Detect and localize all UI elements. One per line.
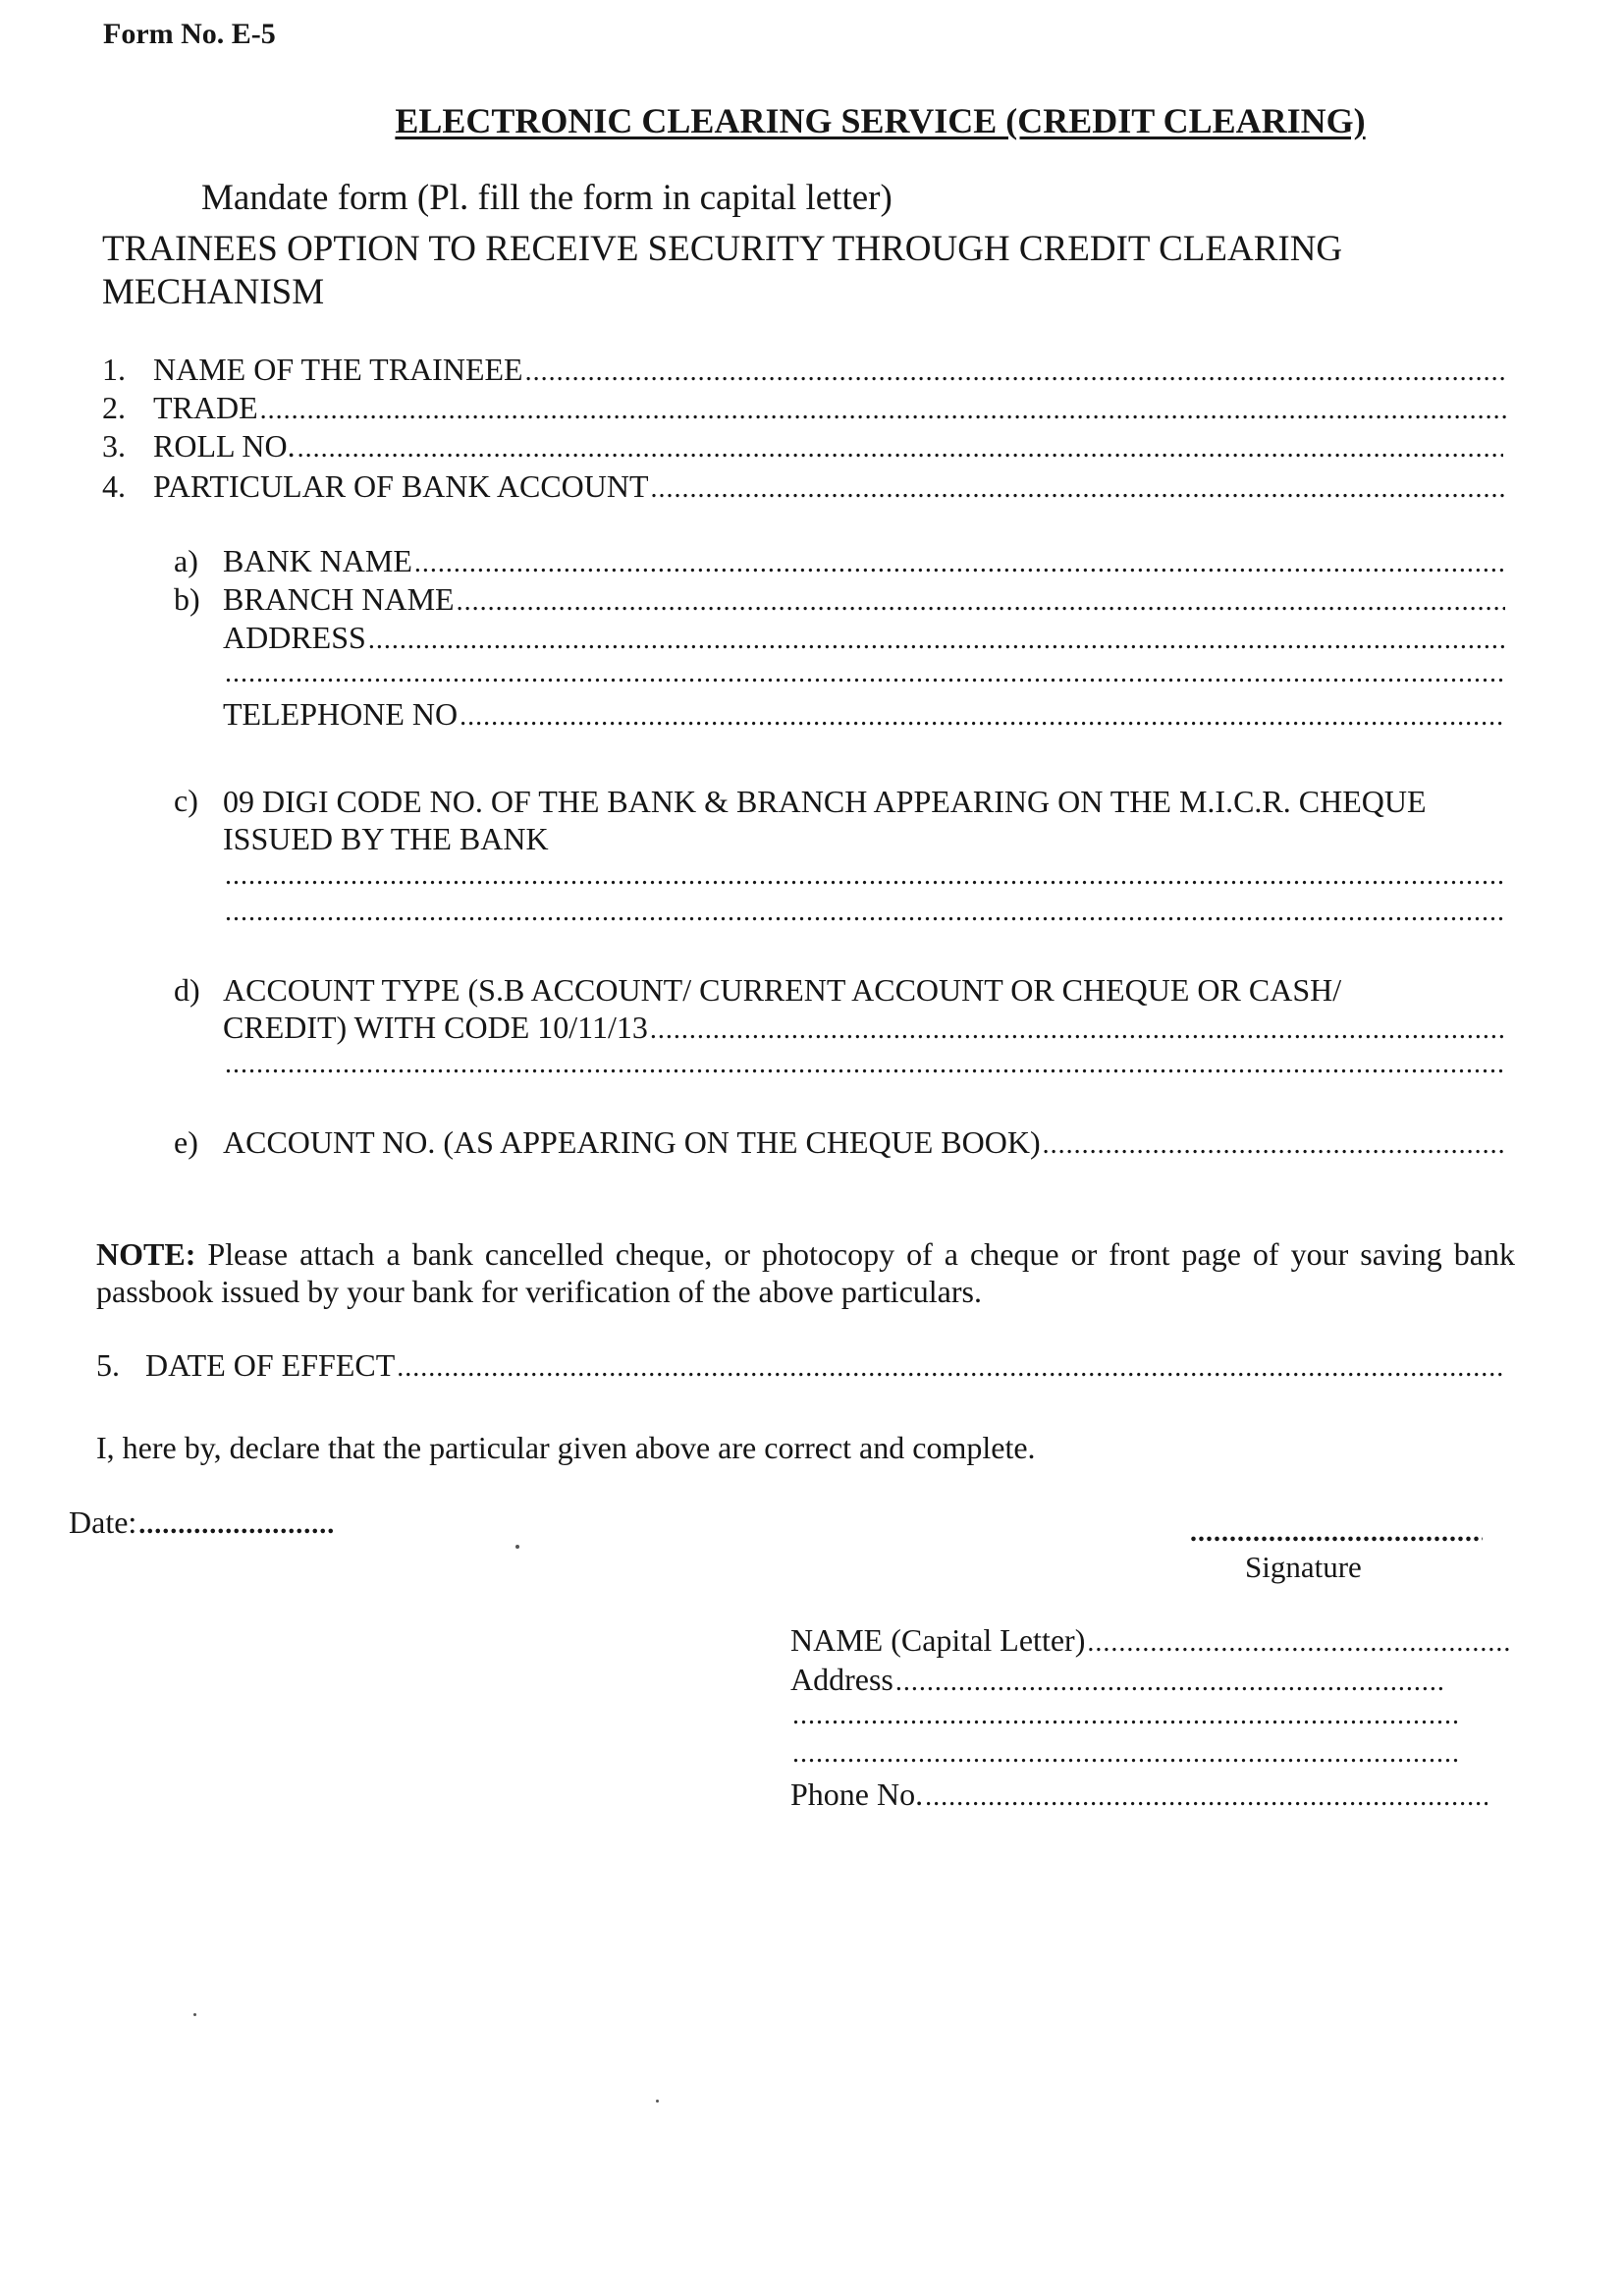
form-title-text: ELECTRONIC CLEARING SERVICE (CREDIT CLEARING) [395,101,1366,140]
field-address[interactable] [223,620,1505,656]
field-address-line-2[interactable] [223,658,1505,689]
field-label: ACCOUNT NO. (AS APPEARING ON THE CHEQUE BOOK) [223,1124,1041,1160]
fill-line[interactable] [414,548,1505,579]
fill-line[interactable] [525,356,1506,388]
field-date[interactable] [69,1504,334,1541]
item-number: 2. [102,390,126,425]
field-footer-address[interactable] [790,1662,1444,1698]
fill-line[interactable] [460,701,1505,733]
fill-line[interactable] [298,433,1503,465]
sub-item-marker: e) [174,1124,198,1160]
fill-line[interactable] [260,395,1508,426]
field-label: BRANCH NAME [223,581,455,617]
fill-line[interactable] [792,1700,1461,1731]
fill-line[interactable] [925,1781,1488,1813]
scan-speck [515,1545,519,1549]
micr-code-label: 09 DIGI CODE NO. OF THE BANK & BRANCH APPEARING ON THE M.I.C.R. CHEQUE ISSUED BY THE BANK [223,784,1427,856]
field-label: CREDIT) WITH CODE 10/11/13 [223,1010,648,1045]
fill-line[interactable] [1043,1129,1505,1161]
field-micr-code-line-1[interactable] [223,860,1505,892]
sub-item-marker: a) [174,543,198,578]
scan-speck [656,2100,659,2103]
field-label: ROLL NO. [153,428,296,464]
sub-item-marker: b) [174,581,200,617]
form-headline: TRAINEES OPTION TO RECEIVE SECURITY THROUGH CREDIT CLEARING MECHANISM [102,229,1343,312]
sub-item-marker: c) [174,783,198,818]
signature-label: Signature [1245,1550,1362,1584]
fill-line[interactable] [225,658,1505,689]
signature-line[interactable] [1190,1517,1483,1549]
item-number: 3. [102,428,126,464]
fill-line[interactable] [225,860,1505,892]
field-label: Date: [69,1504,137,1540]
fill-line[interactable] [225,1049,1505,1080]
field-label: DATE OF EFFECT [145,1347,396,1383]
field-account-type-line-2[interactable] [223,1049,1505,1080]
note-title: NOTE: [96,1236,196,1272]
form-title [0,100,1623,141]
field-bank-name[interactable] [174,543,1505,579]
field-date-of-effect[interactable] [96,1347,1502,1384]
field-label: BANK NAME [223,543,412,578]
field-label: ADDRESS [223,620,366,655]
field-account-no[interactable] [174,1124,1505,1161]
field-footer-address-line-3[interactable] [790,1738,1458,1770]
field-label: PARTICULAR OF BANK ACCOUNT [153,468,649,504]
item-number: 1. [102,352,126,387]
item-number: 4. [102,468,126,504]
field-branch-name[interactable] [174,581,1505,618]
note-text: Please attach a bank cancelled cheque, or photocopy of a cheque or front page of your saving bank passbook issued by your bank for verification of the above particulars. [96,1236,1515,1309]
field-bank-account[interactable] [102,468,1506,505]
field-label: NAME (Capital Letter) [790,1622,1086,1658]
field-account-type[interactable] [223,1010,1505,1046]
declaration-text: I, here by, declare that the particular given above are correct and complete. [96,1430,1036,1465]
field-label: Phone No. [790,1777,924,1812]
field-footer-address-line-2[interactable] [790,1700,1461,1731]
field-name-capital[interactable] [790,1622,1509,1659]
fill-line[interactable] [368,625,1505,656]
field-signature[interactable] [1188,1517,1483,1549]
field-label: TRADE [153,390,258,425]
fill-line[interactable] [138,1509,334,1541]
scan-speck [193,2013,196,2016]
field-trainee-name[interactable] [102,352,1506,388]
form-number: Form No. E-5 [103,18,276,50]
fill-line[interactable] [792,1738,1458,1770]
field-roll-no[interactable] [102,428,1503,465]
fill-line[interactable] [651,473,1506,505]
field-label: Address [790,1662,893,1697]
fill-line[interactable] [650,1014,1505,1046]
account-type-label: ACCOUNT TYPE (S.B ACCOUNT/ CURRENT ACCOUNT OR CHEQUE OR CASH/ [223,972,1342,1008]
fill-line[interactable] [895,1667,1444,1698]
field-label: TELEPHONE NO [223,696,459,732]
fill-line[interactable] [225,897,1505,928]
fill-line[interactable] [397,1352,1502,1384]
note-paragraph [96,1235,1515,1310]
field-trade[interactable] [102,390,1508,426]
item-number: 5. [96,1347,120,1383]
field-phone-no[interactable] [790,1777,1488,1813]
field-telephone[interactable] [223,696,1505,733]
field-micr-code-line-2[interactable] [223,897,1505,928]
fill-line[interactable] [457,586,1505,618]
mandate-line: Mandate form (Pl. fill the form in capital letter) [201,178,893,218]
fill-line[interactable] [1087,1627,1509,1659]
field-label: NAME OF THE TRAINEEE [153,352,523,387]
sub-item-marker: d) [174,972,200,1008]
